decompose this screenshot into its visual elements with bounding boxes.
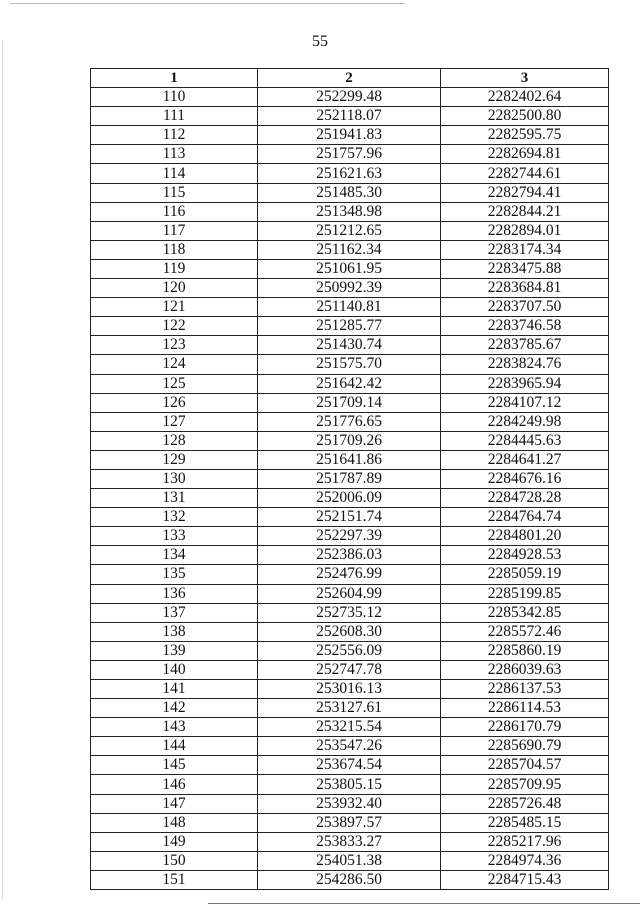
x-coordinate-cell: 252297.39: [258, 527, 441, 546]
table-row: [91, 851, 609, 870]
scan-edge-bottom: [208, 903, 640, 904]
table-row: [91, 259, 609, 278]
table-row: [91, 355, 609, 374]
y-coordinate-cell: 2284928.53: [441, 546, 609, 565]
table-row: [91, 489, 609, 508]
y-coordinate-cell: 2285709.95: [441, 775, 609, 794]
point-number-cell: 118: [91, 240, 258, 259]
point-number-cell: 117: [91, 221, 258, 240]
x-coordinate-cell: 252118.07: [258, 107, 441, 126]
x-coordinate-cell: 252476.99: [258, 565, 441, 584]
header-row: [91, 69, 609, 88]
point-number-cell: 133: [91, 527, 258, 546]
table-row: [91, 88, 609, 107]
y-coordinate-cell: 2285059.19: [441, 565, 609, 584]
y-coordinate-cell: 2284715.43: [441, 870, 609, 889]
x-coordinate-cell: 251575.70: [258, 355, 441, 374]
point-number-cell: 111: [91, 107, 258, 126]
x-coordinate-cell: 253805.15: [258, 775, 441, 794]
y-coordinate-cell: 2286039.63: [441, 660, 609, 679]
x-coordinate-cell: 253215.54: [258, 718, 441, 737]
x-coordinate-cell: 251709.14: [258, 393, 441, 412]
point-number-cell: 120: [91, 279, 258, 298]
point-number-cell: 113: [91, 145, 258, 164]
x-coordinate-cell: 251285.77: [258, 317, 441, 336]
y-coordinate-cell: 2286170.79: [441, 718, 609, 737]
point-number-cell: 126: [91, 393, 258, 412]
x-coordinate-cell: 251212.65: [258, 221, 441, 240]
point-number-cell: 150: [91, 851, 258, 870]
y-coordinate-cell: 2283707.50: [441, 298, 609, 317]
scan-edge-left: [2, 40, 3, 900]
x-coordinate-cell: 252735.12: [258, 603, 441, 622]
point-number-cell: 116: [91, 202, 258, 221]
table-row: [91, 317, 609, 336]
x-coordinate-cell: 252386.03: [258, 546, 441, 565]
point-number-cell: 143: [91, 718, 258, 737]
y-coordinate-cell: 2284764.74: [441, 508, 609, 527]
table-row: [91, 813, 609, 832]
table-row: [91, 546, 609, 565]
x-coordinate-cell: 251642.42: [258, 374, 441, 393]
point-number-cell: 121: [91, 298, 258, 317]
point-number-cell: 135: [91, 565, 258, 584]
y-coordinate-cell: 2284107.12: [441, 393, 609, 412]
table-row: [91, 183, 609, 202]
y-coordinate-cell: 2285342.85: [441, 603, 609, 622]
table-row: [91, 565, 609, 584]
point-number-cell: 142: [91, 699, 258, 718]
y-coordinate-cell: 2285485.15: [441, 813, 609, 832]
table-row: [91, 450, 609, 469]
y-coordinate-cell: 2283746.58: [441, 317, 609, 336]
table-row: [91, 603, 609, 622]
point-number-cell: 144: [91, 737, 258, 756]
point-number-cell: 131: [91, 489, 258, 508]
table-row: [91, 336, 609, 355]
x-coordinate-cell: 251709.26: [258, 431, 441, 450]
point-number-cell: 125: [91, 374, 258, 393]
x-coordinate-cell: 251162.34: [258, 240, 441, 259]
y-coordinate-cell: 2282844.21: [441, 202, 609, 221]
point-number-cell: 134: [91, 546, 258, 565]
table-row: [91, 680, 609, 699]
x-coordinate-cell: 251621.63: [258, 164, 441, 183]
point-number-cell: 149: [91, 832, 258, 851]
point-number-cell: 136: [91, 584, 258, 603]
coordinates-table: [90, 68, 609, 890]
point-number-cell: 147: [91, 794, 258, 813]
x-coordinate-cell: 252747.78: [258, 660, 441, 679]
table-row: [91, 126, 609, 145]
header-point-number: 1: [91, 69, 258, 88]
y-coordinate-cell: 2286137.53: [441, 680, 609, 699]
table-row: [91, 469, 609, 488]
point-number-cell: 110: [91, 88, 258, 107]
x-coordinate-cell: 251430.74: [258, 336, 441, 355]
table-row: [91, 832, 609, 851]
table-row: [91, 374, 609, 393]
point-number-cell: 139: [91, 641, 258, 660]
point-number-cell: 115: [91, 183, 258, 202]
x-coordinate-cell: 253127.61: [258, 699, 441, 718]
y-coordinate-cell: 2285860.19: [441, 641, 609, 660]
point-number-cell: 146: [91, 775, 258, 794]
point-number-cell: 132: [91, 508, 258, 527]
x-coordinate-cell: 253932.40: [258, 794, 441, 813]
table-row: [91, 527, 609, 546]
x-coordinate-cell: 251941.83: [258, 126, 441, 145]
table-row: [91, 622, 609, 641]
point-number-cell: 148: [91, 813, 258, 832]
table-row: [91, 870, 609, 889]
table-row: [91, 279, 609, 298]
point-number-cell: 119: [91, 259, 258, 278]
table-row: [91, 393, 609, 412]
y-coordinate-cell: 2282595.75: [441, 126, 609, 145]
point-number-cell: 122: [91, 317, 258, 336]
y-coordinate-cell: 2284728.28: [441, 489, 609, 508]
x-coordinate-cell: 253897.57: [258, 813, 441, 832]
x-coordinate-cell: 251776.65: [258, 412, 441, 431]
y-coordinate-cell: 2282794.41: [441, 183, 609, 202]
y-coordinate-cell: 2283475.88: [441, 259, 609, 278]
x-coordinate-cell: 251485.30: [258, 183, 441, 202]
x-coordinate-cell: 251641.86: [258, 450, 441, 469]
y-coordinate-cell: 2283174.34: [441, 240, 609, 259]
table-row: [91, 240, 609, 259]
x-coordinate-cell: 251787.89: [258, 469, 441, 488]
table-row: [91, 794, 609, 813]
point-number-cell: 151: [91, 870, 258, 889]
table-row: [91, 737, 609, 756]
y-coordinate-cell: 2283785.67: [441, 336, 609, 355]
point-number-cell: 112: [91, 126, 258, 145]
table-row: [91, 641, 609, 660]
x-coordinate-cell: 251140.81: [258, 298, 441, 317]
table-row: [91, 775, 609, 794]
x-coordinate-cell: 251061.95: [258, 259, 441, 278]
table-row: [91, 298, 609, 317]
page-number: 55: [312, 33, 328, 50]
x-coordinate-cell: 253547.26: [258, 737, 441, 756]
table-row: [91, 660, 609, 679]
point-number-cell: 127: [91, 412, 258, 431]
y-coordinate-cell: 2285690.79: [441, 737, 609, 756]
x-coordinate-cell: 252299.48: [258, 88, 441, 107]
y-coordinate-cell: 2284676.16: [441, 469, 609, 488]
point-number-cell: 138: [91, 622, 258, 641]
table-row: [91, 756, 609, 775]
y-coordinate-cell: 2282694.81: [441, 145, 609, 164]
header-x-coordinate: 2: [258, 69, 441, 88]
y-coordinate-cell: 2285217.96: [441, 832, 609, 851]
header-y-coordinate: 3: [441, 69, 609, 88]
y-coordinate-cell: 2282744.61: [441, 164, 609, 183]
y-coordinate-cell: 2285726.48: [441, 794, 609, 813]
table-body: [91, 88, 609, 890]
x-coordinate-cell: 253016.13: [258, 680, 441, 699]
x-coordinate-cell: 252006.09: [258, 489, 441, 508]
table-row: [91, 164, 609, 183]
y-coordinate-cell: 2285572.46: [441, 622, 609, 641]
table-row: [91, 718, 609, 737]
y-coordinate-cell: 2284641.27: [441, 450, 609, 469]
y-coordinate-cell: 2285704.57: [441, 756, 609, 775]
x-coordinate-cell: 251757.96: [258, 145, 441, 164]
table-row: [91, 221, 609, 240]
y-coordinate-cell: 2282894.01: [441, 221, 609, 240]
x-coordinate-cell: 251348.98: [258, 202, 441, 221]
table-row: [91, 202, 609, 221]
point-number-cell: 123: [91, 336, 258, 355]
x-coordinate-cell: 250992.39: [258, 279, 441, 298]
y-coordinate-cell: 2282402.64: [441, 88, 609, 107]
point-number-cell: 114: [91, 164, 258, 183]
y-coordinate-cell: 2286114.53: [441, 699, 609, 718]
point-number-cell: 130: [91, 469, 258, 488]
y-coordinate-cell: 2284249.98: [441, 412, 609, 431]
x-coordinate-cell: 252556.09: [258, 641, 441, 660]
x-coordinate-cell: 252608.30: [258, 622, 441, 641]
x-coordinate-cell: 252604.99: [258, 584, 441, 603]
table-row: [91, 508, 609, 527]
y-coordinate-cell: 2283684.81: [441, 279, 609, 298]
point-number-cell: 129: [91, 450, 258, 469]
y-coordinate-cell: 2284445.63: [441, 431, 609, 450]
y-coordinate-cell: 2282500.80: [441, 107, 609, 126]
x-coordinate-cell: 254051.38: [258, 851, 441, 870]
point-number-cell: 140: [91, 660, 258, 679]
point-number-cell: 128: [91, 431, 258, 450]
point-number-cell: 141: [91, 680, 258, 699]
point-number-cell: 145: [91, 756, 258, 775]
x-coordinate-cell: 253674.54: [258, 756, 441, 775]
y-coordinate-cell: 2283965.94: [441, 374, 609, 393]
table-row: [91, 699, 609, 718]
point-number-cell: 137: [91, 603, 258, 622]
table-row: [91, 145, 609, 164]
table-row: [91, 107, 609, 126]
y-coordinate-cell: 2285199.85: [441, 584, 609, 603]
y-coordinate-cell: 2283824.76: [441, 355, 609, 374]
point-number-cell: 124: [91, 355, 258, 374]
y-coordinate-cell: 2284974.36: [441, 851, 609, 870]
x-coordinate-cell: 253833.27: [258, 832, 441, 851]
table-row: [91, 412, 609, 431]
x-coordinate-cell: 252151.74: [258, 508, 441, 527]
y-coordinate-cell: 2284801.20: [441, 527, 609, 546]
table-row: [91, 431, 609, 450]
x-coordinate-cell: 254286.50: [258, 870, 441, 889]
table-row: [91, 584, 609, 603]
scan-edge-top: [10, 3, 405, 4]
